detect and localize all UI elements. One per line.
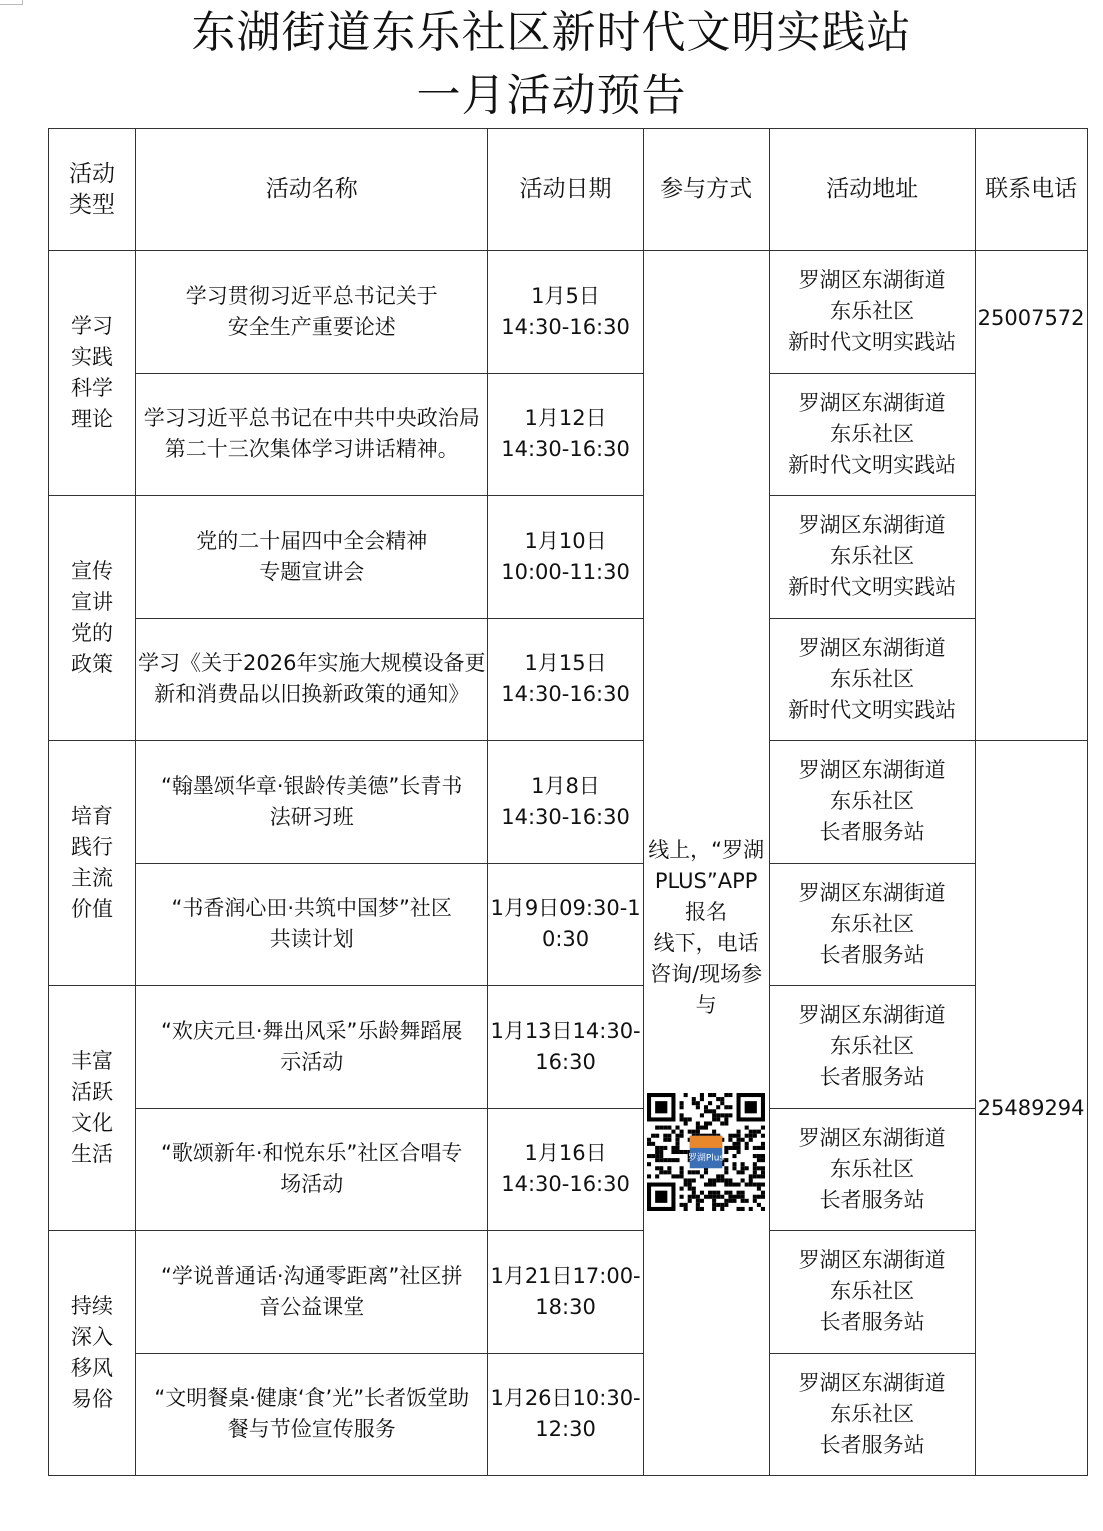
activity-address-cell-line: 东乐社区 xyxy=(830,1401,915,1426)
activity-date-cell xyxy=(488,1231,643,1354)
activity-type-cell-line: 宣传 xyxy=(71,559,113,583)
activity-date-cell-line: 1月8日 xyxy=(531,773,600,798)
activity-type-cell-line: 易俗 xyxy=(71,1387,113,1411)
activity-date-cell-line: 1月16日 xyxy=(524,1141,607,1166)
activity-name-cell xyxy=(136,986,488,1109)
activity-date-cell-line: 10:00-11:30 xyxy=(501,559,630,584)
activity-name-cell xyxy=(136,1231,488,1354)
activity-address-cell-line: 罗湖区东湖街道 xyxy=(798,513,946,538)
activity-address-cell-line: 东乐社区 xyxy=(830,1034,915,1059)
activity-address-cell-line: 长者服务站 xyxy=(819,1310,925,1335)
activity-address-cell-line: 罗湖区东湖街道 xyxy=(798,880,946,905)
activity-type-cell-line: 文化 xyxy=(71,1111,113,1135)
header-method: 参与方式 xyxy=(643,129,769,251)
table-row xyxy=(49,1353,1088,1476)
activity-type-cell-line: 丰富 xyxy=(71,1049,113,1073)
table-row xyxy=(49,1108,1088,1231)
activity-date-cell-line: 14:30-16:30 xyxy=(501,682,630,707)
activity-date-cell xyxy=(488,618,643,741)
activity-address-cell-line: 长者服务站 xyxy=(819,942,925,967)
header-address: 活动地址 xyxy=(769,129,975,251)
activity-date-cell xyxy=(488,496,643,619)
activity-name-cell xyxy=(136,618,488,741)
contact-phone-cell: 25007572 xyxy=(975,251,1087,741)
activity-address-cell-line: 长者服务站 xyxy=(819,1065,925,1090)
activity-type-cell-line: 理论 xyxy=(71,407,113,431)
activity-date-cell-line: 1月13日14:30- xyxy=(490,1018,641,1043)
activity-name-cell-line: 场活动 xyxy=(280,1172,344,1197)
activity-address-cell-line: 东乐社区 xyxy=(830,666,915,691)
activity-type-cell xyxy=(49,986,136,1231)
activity-name-cell-line: 安全生产重要论述 xyxy=(227,314,396,339)
table-row xyxy=(49,741,1088,864)
activity-name-cell-line: 新和消费品以旧换新政策的通知》 xyxy=(154,682,470,707)
header-type-line: 活动 xyxy=(69,160,115,187)
activity-date-cell-line: 1月5日 xyxy=(531,283,600,308)
activity-name-cell-line: 示活动 xyxy=(280,1049,344,1074)
activity-address-cell-line: 新时代文明实践站 xyxy=(788,452,957,477)
contact-phone-cell: 25489294 xyxy=(975,741,1087,1476)
activity-address-cell xyxy=(769,251,975,374)
activity-address-cell-line: 罗湖区东湖街道 xyxy=(798,635,946,660)
activity-address-cell xyxy=(769,496,975,619)
activity-name-cell-line: “学说普通话·沟通零距离”社区拼 xyxy=(161,1263,463,1288)
participation-method-line: 线上，“罗湖 xyxy=(648,838,765,862)
activity-address-cell xyxy=(769,986,975,1109)
header-name: 活动名称 xyxy=(136,129,488,251)
activity-address-cell-line: 东乐社区 xyxy=(830,911,915,936)
activity-type-cell-line: 移风 xyxy=(71,1356,113,1380)
activity-name-cell-line: “欢庆元旦·舞出风采”乐龄舞蹈展 xyxy=(161,1018,463,1043)
activity-date-cell-line: 14:30-16:30 xyxy=(501,314,630,339)
activity-date-cell-line: 1月12日 xyxy=(524,406,607,431)
participation-method-cell xyxy=(643,251,769,1476)
activity-date-cell-line: 1月21日17:00- xyxy=(490,1263,641,1288)
page-title-line1: 东湖街道东乐社区新时代文明实践站 xyxy=(191,7,912,58)
activity-address-cell-line: 罗湖区东湖街道 xyxy=(798,1370,946,1395)
activity-name-cell-line: 第二十三次集体学习讲话精神。 xyxy=(164,437,459,462)
activity-address-cell-line: 罗湖区东湖街道 xyxy=(798,390,946,415)
activity-type-cell xyxy=(49,1231,136,1476)
activity-address-cell xyxy=(769,373,975,496)
activity-type-cell-line: 践行 xyxy=(71,835,113,859)
activity-date-cell-line: 14:30-16:30 xyxy=(501,1172,630,1197)
table-row xyxy=(49,1231,1088,1354)
activity-type-cell xyxy=(49,496,136,741)
activity-address-cell-line: 新时代文明实践站 xyxy=(788,575,957,600)
activity-type-cell-line: 主流 xyxy=(71,866,113,890)
activity-type-cell-line: 科学 xyxy=(71,376,113,400)
activity-address-cell-line: 罗湖区东湖街道 xyxy=(798,758,946,783)
table-row xyxy=(49,373,1088,496)
activity-address-cell xyxy=(769,618,975,741)
activity-date-cell-line: 1月26日10:30- xyxy=(490,1386,641,1411)
table-row xyxy=(49,863,1088,986)
activity-date-cell-line: 12:30 xyxy=(535,1417,596,1442)
activity-date-cell-line: 0:30 xyxy=(541,927,590,952)
activity-address-cell-line: 长者服务站 xyxy=(819,820,925,845)
activity-address-cell-line: 罗湖区东湖街道 xyxy=(798,1003,946,1028)
activity-name-cell-line: “文明餐桌·健康‘食’光”长者饭堂助 xyxy=(154,1386,470,1411)
activity-type-cell-line: 培育 xyxy=(71,804,113,828)
participation-method-line: 报名 xyxy=(685,900,728,924)
activity-date-cell xyxy=(488,373,643,496)
table-header-row xyxy=(49,129,1088,251)
participation-method-line: 与 xyxy=(695,993,717,1017)
activity-type-cell-line: 持续 xyxy=(71,1294,113,1318)
activity-address-cell xyxy=(769,1353,975,1476)
activity-address-cell-line: 东乐社区 xyxy=(830,789,915,814)
activity-type-cell-line: 宣讲 xyxy=(71,590,113,614)
activity-name-cell xyxy=(136,1108,488,1231)
activity-date-cell xyxy=(488,1108,643,1231)
activity-name-cell-line: 专题宣讲会 xyxy=(259,559,365,584)
qr-code-icon[interactable] xyxy=(647,1093,765,1211)
activity-address-cell-line: 东乐社区 xyxy=(830,1279,915,1304)
activity-date-cell-line: 1月10日 xyxy=(524,528,607,553)
activity-address-cell-line: 东乐社区 xyxy=(830,1156,915,1181)
activity-name-cell xyxy=(136,741,488,864)
activity-address-cell-line: 长者服务站 xyxy=(819,1432,925,1457)
activity-type-cell-line: 党的 xyxy=(71,621,113,645)
activity-name-cell-line: 餐与节俭宣传服务 xyxy=(227,1417,396,1442)
activity-name-cell-line: “翰墨颂华章·银龄传美德”长青书 xyxy=(161,773,463,798)
activity-date-cell xyxy=(488,1353,643,1476)
corner-mark xyxy=(0,0,23,5)
activity-name-cell-line: 音公益课堂 xyxy=(259,1294,365,1319)
activity-date-cell-line: 14:30-16:30 xyxy=(501,804,630,829)
activity-type-cell-line: 政策 xyxy=(71,652,113,676)
activity-type-cell-line: 价值 xyxy=(71,897,113,921)
header-phone: 联系电话 xyxy=(975,129,1087,251)
activity-address-cell-line: 罗湖区东湖街道 xyxy=(798,1248,946,1273)
activity-type-cell xyxy=(49,251,136,496)
page-title-line2: 一月活动预告 xyxy=(416,70,687,121)
activity-address-cell-line: 东乐社区 xyxy=(830,299,915,324)
table-row xyxy=(49,251,1088,374)
activity-name-cell-line: 法研习班 xyxy=(269,804,354,829)
header-type-line: 类型 xyxy=(69,191,115,218)
activity-address-cell-line: 东乐社区 xyxy=(830,544,915,569)
activity-type-cell-line: 活跃 xyxy=(71,1080,113,1104)
activity-date-cell-line: 1月15日 xyxy=(524,651,607,676)
activity-name-cell-line: 党的二十届四中全会精神 xyxy=(196,528,428,553)
activity-type-cell-line: 生活 xyxy=(71,1142,113,1166)
activity-date-cell xyxy=(488,741,643,864)
activity-date-cell xyxy=(488,986,643,1109)
activity-name-cell xyxy=(136,1353,488,1476)
activity-address-cell xyxy=(769,741,975,864)
activity-date-cell xyxy=(488,863,643,986)
activity-name-cell xyxy=(136,373,488,496)
activity-table xyxy=(48,128,1088,1476)
participation-method-line: PLUS”APP xyxy=(654,869,758,893)
qr-logo-label: 罗湖Plus xyxy=(688,1153,725,1164)
activity-name-cell xyxy=(136,496,488,619)
activity-date-cell-line: 1月9日09:30-1 xyxy=(490,896,641,921)
activity-name-cell-line: 共读计划 xyxy=(269,927,354,952)
activity-name-cell xyxy=(136,251,488,374)
table-row xyxy=(49,496,1088,619)
activity-date-cell-line: 14:30-16:30 xyxy=(501,437,630,462)
table-row xyxy=(49,618,1088,741)
header-date: 活动日期 xyxy=(488,129,643,251)
activity-address-cell xyxy=(769,863,975,986)
participation-method-line: 咨询/现场参 xyxy=(650,962,763,986)
activity-type-cell-line: 学习 xyxy=(71,314,113,338)
activity-name-cell-line: 学习习近平总书记在中共中央政治局 xyxy=(143,406,480,431)
activity-address-cell xyxy=(769,1231,975,1354)
activity-date-cell xyxy=(488,251,643,374)
activity-address-cell-line: 长者服务站 xyxy=(819,1187,925,1212)
activity-address-cell xyxy=(769,1108,975,1231)
activity-name-cell-line: “歌颂新年·和悦东乐”社区合唱专 xyxy=(161,1141,463,1166)
activity-name-cell-line: “书香润心田·共筑中国梦”社区 xyxy=(171,896,452,921)
activity-name-cell xyxy=(136,863,488,986)
activity-name-cell-line: 学习贯彻习近平总书记关于 xyxy=(185,283,438,308)
header-type xyxy=(49,129,136,251)
table-row xyxy=(49,986,1088,1109)
activity-address-cell-line: 新时代文明实践站 xyxy=(788,697,957,722)
activity-date-cell-line: 16:30 xyxy=(535,1049,596,1074)
activity-address-cell-line: 新时代文明实践站 xyxy=(788,330,957,355)
activity-type-cell xyxy=(49,741,136,986)
activity-date-cell-line: 18:30 xyxy=(535,1294,596,1319)
activity-type-cell-line: 实践 xyxy=(71,345,113,369)
activity-name-cell-line: 学习《关于2026年实施大规模设备更 xyxy=(138,651,486,676)
activity-type-cell-line: 深入 xyxy=(71,1325,113,1349)
participation-method-line: 线下，电话 xyxy=(653,931,759,955)
activity-address-cell-line: 罗湖区东湖街道 xyxy=(798,1125,946,1150)
activity-address-cell-line: 罗湖区东湖街道 xyxy=(798,268,946,293)
activity-address-cell-line: 东乐社区 xyxy=(830,421,915,446)
